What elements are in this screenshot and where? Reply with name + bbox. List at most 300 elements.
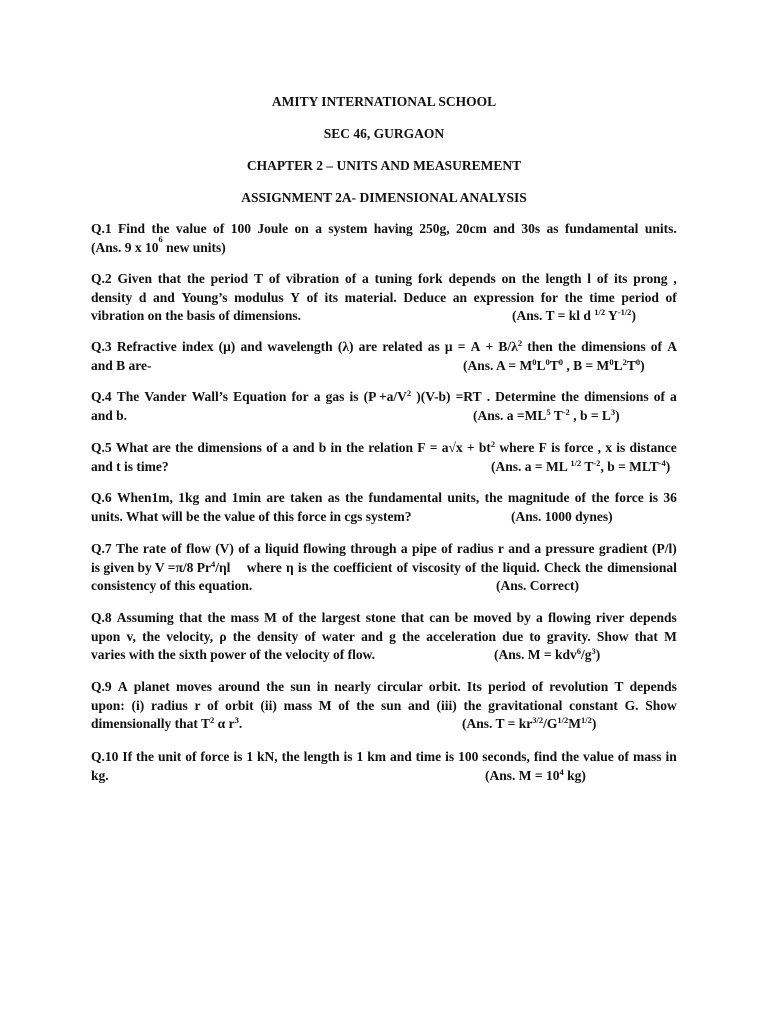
word: Young’s	[181, 289, 228, 305]
word: =RT	[455, 389, 482, 404]
answer-text: new units)	[162, 239, 226, 255]
word: 100	[458, 749, 479, 764]
word: and	[240, 339, 263, 354]
word: Q.1	[91, 221, 112, 236]
answer-text: (Ans. $a =ML^5$ $T^{-2}$ , $b = L^3$)	[473, 406, 620, 423]
word: a	[315, 221, 322, 236]
school-sector: SEC 46, GURGAON	[323, 126, 445, 141]
word: length	[545, 271, 582, 286]
word: fork	[417, 271, 443, 286]
assignment-title: ASSIGNMENT 2A- DIMENSIONAL ANALYSIS	[241, 190, 527, 205]
word: (ii)	[260, 697, 277, 713]
word: fundamental	[564, 221, 639, 236]
word: force	[200, 749, 230, 764]
word: the	[207, 610, 226, 625]
word: be	[454, 610, 469, 625]
word: η	[285, 559, 294, 575]
word: the	[298, 610, 317, 625]
word: and	[153, 289, 175, 305]
word: Q.6	[91, 490, 112, 505]
word: .	[486, 389, 491, 404]
word: of	[465, 559, 477, 575]
word: that	[157, 271, 182, 286]
word: )(V-b)	[416, 389, 451, 404]
question-line	[91, 357, 677, 376]
word: gravity.	[546, 628, 591, 644]
word: stone	[365, 610, 396, 625]
word: pressure	[545, 541, 595, 556]
word: taken	[290, 490, 323, 505]
word: relation	[368, 440, 413, 455]
word: that	[178, 610, 203, 625]
word: and	[292, 440, 315, 455]
word: 1min	[231, 490, 261, 505]
answer-text: (Ans. Correct)	[496, 578, 579, 593]
word: is	[616, 440, 626, 455]
word: revolution	[549, 679, 609, 694]
word: time	[589, 289, 615, 305]
word: are	[152, 440, 171, 455]
formula-text: $bt^2$	[478, 439, 496, 455]
word: that	[400, 610, 425, 625]
word: upon	[91, 628, 121, 644]
word: is	[349, 389, 359, 404]
word: and	[389, 749, 412, 764]
question-line	[91, 407, 677, 426]
word: Deduce	[403, 289, 447, 305]
word: If	[122, 749, 133, 764]
word: dimensions	[197, 440, 262, 455]
word: depends	[629, 679, 677, 694]
word: viscosity	[412, 559, 461, 575]
word: the	[584, 559, 603, 575]
word: in	[316, 679, 329, 694]
word: of	[596, 271, 609, 286]
question-text: varies with the sixth power of the velocity of flow.	[91, 647, 375, 662]
question-line	[91, 577, 677, 596]
word: through	[350, 541, 397, 556]
word: dimensions	[581, 339, 646, 354]
answer-text: (Ans. $T = kr^{3/2}/G^{1/2}M^{1/2}$)	[462, 715, 597, 731]
word: Its	[466, 679, 482, 694]
word: velocity,	[166, 628, 214, 644]
word: the	[402, 628, 421, 644]
word: dimensional	[607, 559, 677, 575]
word: largest	[321, 610, 361, 625]
word: a√x	[441, 440, 463, 455]
question-text: and B are-	[91, 357, 152, 373]
word: A	[117, 679, 128, 694]
question-text: and b.	[91, 407, 128, 423]
word: depends	[448, 271, 496, 286]
word: ,	[673, 271, 677, 286]
word: What	[115, 440, 149, 455]
word: gas	[325, 389, 345, 404]
question-9	[91, 678, 677, 734]
word: Equation	[233, 389, 287, 404]
word: a	[281, 440, 289, 455]
answer-text: (Ans. T = kl d $^{1/2}$ $Y^{-1/2}$)	[512, 307, 636, 323]
word: magnitude	[507, 490, 570, 505]
word: fundamental	[368, 490, 442, 505]
word: 36	[663, 490, 677, 505]
school-name: AMITY INTERNATIONAL SCHOOL	[271, 94, 497, 109]
word: pipe	[412, 541, 437, 556]
word: find	[533, 749, 558, 764]
word: of	[441, 541, 453, 556]
word: Wall’s	[191, 389, 228, 404]
question-line	[91, 270, 677, 289]
word: related	[382, 339, 423, 354]
formula-text: $B/\lambda^2$	[498, 338, 523, 354]
word: of	[344, 271, 357, 286]
word: the	[311, 559, 330, 575]
word: v,	[126, 628, 136, 644]
word: the	[281, 749, 300, 764]
word: g	[389, 628, 396, 644]
word: the	[346, 440, 364, 455]
word: (μ)	[218, 339, 236, 354]
word: period	[210, 271, 249, 286]
question-line	[91, 559, 677, 578]
word: of	[213, 221, 225, 236]
word: A	[667, 339, 677, 354]
word: as	[327, 490, 340, 505]
word: F	[538, 440, 547, 455]
question-line	[91, 489, 677, 508]
word: wavelength	[267, 339, 333, 354]
word: M	[664, 628, 677, 644]
word: is	[649, 490, 659, 505]
word: The	[116, 541, 139, 556]
word: period	[488, 679, 526, 694]
word: Assuming	[116, 610, 174, 625]
word: 250g,	[419, 221, 450, 236]
word: a	[362, 271, 369, 286]
word: are	[266, 490, 285, 505]
word: its	[324, 289, 338, 305]
word: the	[484, 490, 503, 505]
word: radius	[150, 697, 188, 713]
question-line	[91, 458, 677, 477]
word: a	[534, 541, 542, 556]
formula-text: ($P +a/V^2$	[363, 388, 412, 404]
question-line	[91, 540, 677, 559]
word: orbit.	[428, 679, 461, 694]
word: =	[457, 339, 466, 354]
word: by	[516, 610, 531, 625]
word: T	[253, 271, 263, 286]
word: the	[151, 221, 170, 236]
question-10	[91, 748, 677, 785]
word: (V)	[215, 541, 234, 556]
word: units.	[644, 221, 677, 236]
chapter-title: CHAPTER 2 – UNITS AND MEASUREMENT	[246, 158, 522, 173]
word: F	[417, 440, 426, 455]
word: of	[617, 749, 630, 764]
question-text: units. What will be the value of this force in cgs system?	[91, 508, 412, 524]
word: Q.9	[91, 679, 112, 694]
formula-text: is given by V =π/8 Pr$^4$/ηl	[91, 558, 231, 575]
word: Find	[118, 221, 146, 236]
word: Given	[117, 271, 152, 286]
question-line	[91, 748, 677, 767]
word: rate	[142, 541, 167, 556]
question-line	[91, 609, 677, 628]
word: flowing	[303, 541, 346, 556]
word: +	[466, 440, 475, 455]
word: Check	[543, 559, 581, 575]
word: b	[318, 440, 327, 455]
word: G.	[624, 697, 639, 713]
word: Y	[290, 289, 300, 305]
word: +	[485, 339, 494, 354]
word: Show	[645, 697, 677, 713]
word: μ	[444, 339, 453, 354]
word: in	[330, 440, 342, 455]
word: (i)	[131, 697, 145, 713]
answer-text: (Ans. $A = M^0L^0T^0$ , $B = M^0L^2T^0$)	[463, 356, 645, 373]
word: the	[564, 289, 583, 305]
word: 1	[246, 749, 254, 764]
word: of	[282, 610, 294, 625]
word: value	[175, 221, 207, 236]
word: Q.7	[91, 541, 112, 556]
word: time	[415, 749, 442, 764]
word: liquid	[265, 541, 299, 556]
word: Show	[596, 628, 629, 644]
word: unit	[158, 749, 182, 764]
word: of	[238, 541, 250, 556]
word: r	[194, 697, 201, 713]
question-line	[91, 767, 677, 786]
word: material.	[344, 289, 397, 305]
word: system	[328, 221, 368, 236]
word: as	[546, 221, 559, 236]
question-line	[91, 508, 677, 527]
word: constant	[569, 697, 618, 713]
word: prong	[633, 271, 668, 286]
word: of	[306, 289, 318, 305]
word: r	[497, 541, 504, 556]
word: gradient	[598, 541, 648, 556]
word: 1kg	[178, 490, 200, 505]
question-line	[91, 289, 677, 308]
word: 100	[230, 221, 251, 236]
question-text: and t is time?	[91, 458, 169, 474]
word: is	[297, 559, 307, 575]
word: 20cm	[455, 221, 487, 236]
word: on	[501, 271, 516, 286]
word: the	[142, 628, 161, 644]
word: the	[356, 697, 375, 713]
word: the	[463, 697, 482, 713]
word: moved	[473, 610, 512, 625]
word: of	[170, 541, 182, 556]
answer-line	[91, 233, 677, 258]
word: an	[452, 289, 467, 305]
word: =	[429, 440, 438, 455]
word: of	[304, 628, 316, 644]
word: length	[303, 749, 340, 764]
word: Q.10	[91, 749, 119, 764]
word: the	[266, 679, 285, 694]
word: can	[429, 610, 450, 625]
word: of	[185, 749, 197, 764]
word: its	[613, 271, 628, 286]
word: km	[367, 749, 386, 764]
word: and	[204, 490, 227, 505]
answer-text: (Ans. 1000 dynes)	[511, 508, 613, 524]
word: having	[373, 221, 413, 236]
word: radius	[456, 541, 494, 556]
word: and	[361, 628, 383, 644]
word: is	[233, 749, 243, 764]
question-line	[91, 697, 677, 716]
word: the	[591, 490, 610, 505]
word: a	[670, 389, 677, 404]
word: for	[291, 389, 309, 404]
word: is	[445, 749, 455, 764]
word: a	[536, 610, 543, 625]
word: the	[232, 628, 251, 644]
word: is	[343, 749, 353, 764]
word: coefficient	[333, 559, 393, 575]
word: T	[614, 679, 624, 694]
word: the	[175, 440, 194, 455]
word: Vander	[144, 389, 187, 404]
question-6	[91, 489, 677, 526]
word: seconds,	[482, 749, 530, 764]
word: of	[531, 679, 544, 694]
word: The	[116, 389, 140, 404]
answer-text: (Ans. $M = kdv^6/g^3$)	[494, 646, 601, 662]
word: Refractive	[116, 339, 177, 354]
word: Joule	[257, 221, 289, 236]
word: M	[318, 697, 332, 713]
word: of	[650, 339, 663, 354]
question-text: dimensionally that $T^2$ α $r^3$.	[91, 715, 243, 731]
question-2	[91, 270, 677, 326]
question-line	[91, 646, 677, 665]
word: expression	[473, 289, 535, 305]
word: nearly	[334, 679, 371, 694]
word: flow	[186, 541, 211, 556]
word: Determine	[495, 389, 556, 404]
word: in	[665, 749, 677, 764]
word: a	[400, 541, 408, 556]
question-line	[91, 307, 677, 326]
superscript: 6	[158, 233, 163, 244]
word: (P/l)	[651, 541, 677, 556]
word: are	[358, 339, 378, 354]
word: the	[136, 749, 155, 764]
word: of	[396, 559, 408, 575]
word: of	[268, 271, 281, 286]
question-line	[91, 715, 677, 734]
word: Q.4	[91, 389, 112, 404]
answer-text: (Ans. $M = 10^4$ kg)	[485, 766, 586, 783]
word: Q.8	[91, 610, 112, 625]
word: the	[521, 271, 540, 286]
word: tuning	[374, 271, 413, 286]
word: Q.5	[91, 440, 112, 455]
word: water	[321, 628, 355, 644]
word: index	[181, 339, 214, 354]
word: ,	[597, 440, 601, 455]
word: of	[574, 490, 587, 505]
word: around	[218, 679, 260, 694]
word: When1m,	[116, 490, 173, 505]
word: due	[502, 628, 524, 644]
word: units,	[447, 490, 480, 505]
question-1	[91, 220, 677, 257]
word: of	[266, 440, 278, 455]
word: for	[540, 289, 559, 305]
word: then	[527, 339, 553, 354]
word: (λ)	[337, 339, 354, 354]
word: Q.2	[91, 271, 112, 286]
word: depends	[629, 610, 677, 625]
word: x	[605, 440, 612, 455]
question-8	[91, 609, 677, 665]
word: value	[583, 749, 614, 764]
question-line	[91, 439, 677, 458]
word: orbit	[225, 697, 254, 713]
word: that	[634, 628, 658, 644]
word: and	[493, 221, 515, 236]
word: the	[561, 749, 580, 764]
word: d	[138, 289, 147, 305]
word: the	[480, 559, 499, 575]
question-line	[91, 678, 677, 697]
word: sun	[290, 679, 311, 694]
word: period	[621, 289, 659, 305]
word: vibration	[285, 271, 340, 286]
word: of	[665, 289, 677, 305]
question-line	[91, 388, 677, 407]
word: planet	[133, 679, 170, 694]
word: a	[313, 389, 321, 404]
word: and	[407, 697, 430, 713]
word: circular	[377, 679, 423, 694]
word: dimensions	[584, 389, 649, 404]
word: force	[614, 490, 644, 505]
word: mass	[230, 610, 259, 625]
word: kN,	[257, 749, 278, 764]
word: and	[508, 541, 531, 556]
word: density	[91, 289, 133, 305]
word: moves	[175, 679, 212, 694]
word: gravitational	[488, 697, 563, 713]
word: as	[427, 339, 440, 354]
word: is	[551, 440, 561, 455]
word: liquid.	[502, 559, 540, 575]
word: M	[264, 610, 277, 625]
word: a	[253, 541, 261, 556]
word: sun	[380, 697, 402, 713]
question-7	[91, 540, 677, 596]
word: the	[186, 271, 205, 286]
word: (iii)	[436, 697, 457, 713]
word: on	[294, 221, 309, 236]
word: mass	[283, 697, 313, 713]
word: l	[587, 271, 592, 286]
question-5	[91, 439, 677, 476]
word: the	[560, 389, 579, 404]
word: density	[257, 628, 299, 644]
question-line	[91, 628, 677, 647]
